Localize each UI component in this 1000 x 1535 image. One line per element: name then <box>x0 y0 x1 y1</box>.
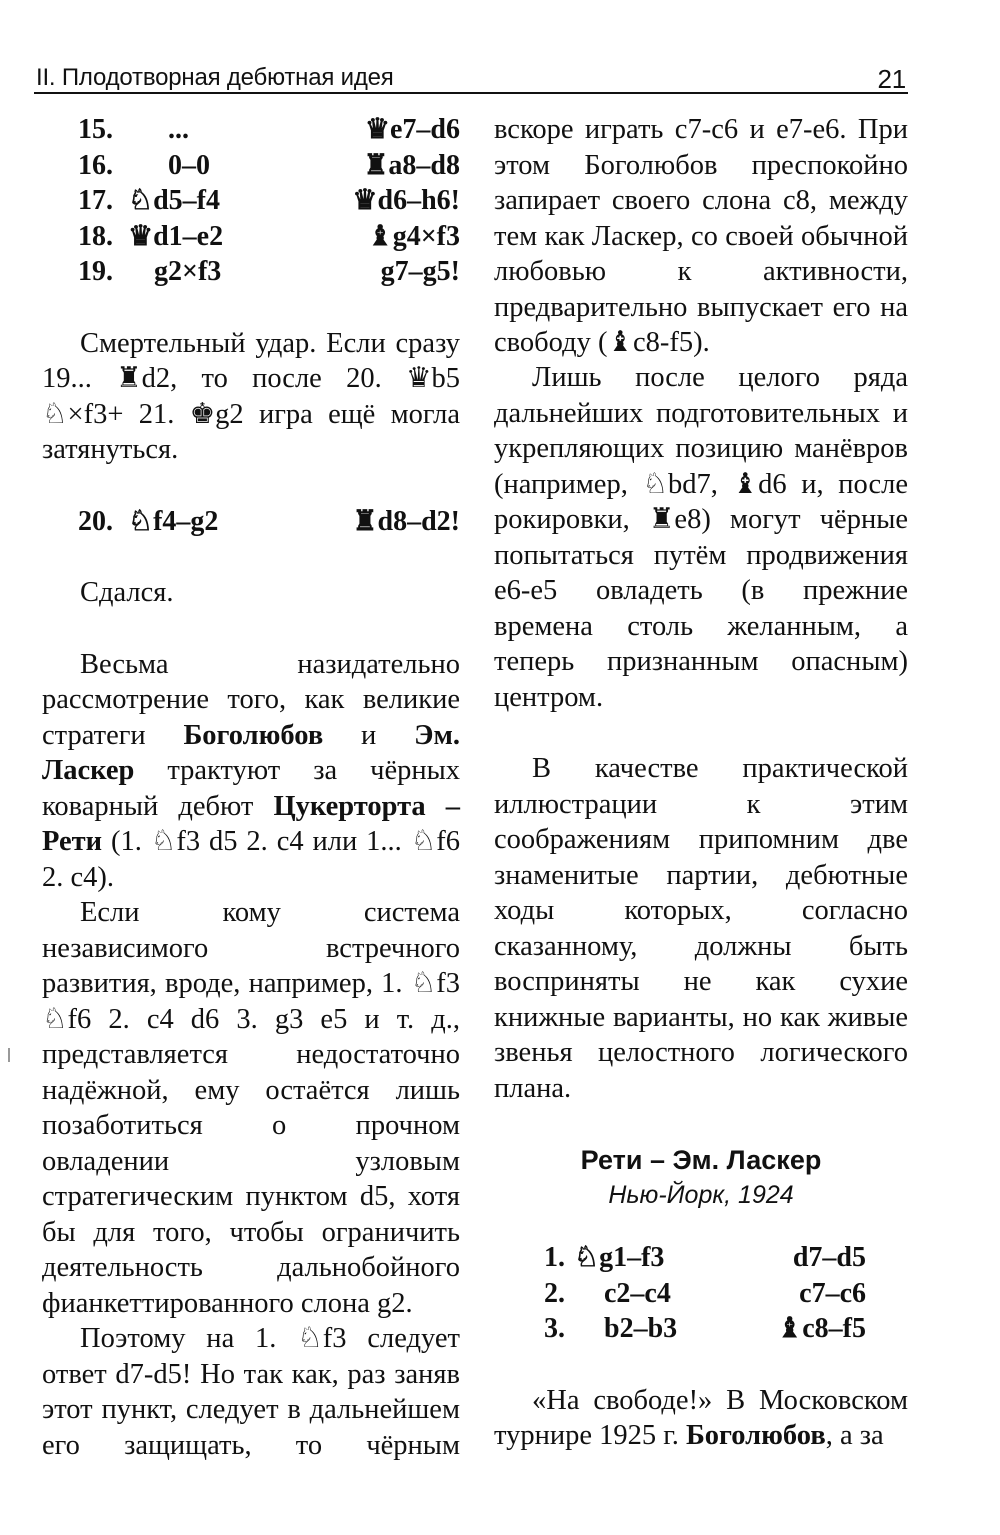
chapter-title: II. Плодотворная дебютная идея <box>36 64 394 91</box>
paragraph-illustration: В качестве практической иллюстрации к этим соображениям припомним две знаменитые партии, дебютные ходы которых, согласно сказанному, должны быть восприняты не как сухие книжные варианты, но как живые звенья целостного логического плана. <box>494 753 908 1104</box>
move-number: 15. <box>78 114 113 145</box>
black-move: ♝c8–f5 <box>777 1313 866 1344</box>
move-number: 20. <box>78 505 113 537</box>
paragraph-system: Если кому система независимого встречного развития, вроде, например, 1. ♘f3 ♘f6 2. c4 d6 3. g3 e5 и т. д., представляется недостаточно надёжной, ему остаётся лишь позаботиться о прочном овладении узловым стратегическим пунктом d5, хотя бы для того, чтобы ограничить деятельность дальнобойного фианкеттированного слона g2. <box>42 897 460 1319</box>
continued-text: вскоре играть c7-c6 и e7-e6. При этом Боголюбов преспокойно запирает своего слона c8, между тем как Ласкер, со своей обычной любовью к активности, предварительно выпускает его на свободу (♝c8-f5). <box>494 114 908 358</box>
text-run: , а за <box>825 1420 884 1451</box>
black-move: c7–c6 <box>799 1277 866 1309</box>
move-row <box>42 112 460 148</box>
text-run: (1. ♘f3 d5 2. c4 или 1... ♘f6 2. c4). <box>42 826 460 893</box>
move-number: 16. <box>78 149 113 181</box>
move-row <box>42 219 460 255</box>
right-column <box>494 112 908 1454</box>
white-move: b2–b3 <box>604 1313 678 1344</box>
text-run: трактуют за чёрных коварный дебют <box>42 755 460 822</box>
move-number: 1. <box>544 1242 565 1273</box>
bold-name: Эм. Ласкер <box>42 719 460 786</box>
white-move: ♛d1–e2 <box>128 220 224 252</box>
black-move: ♛e7–d6 <box>364 114 460 145</box>
black-move: g7–g5! <box>380 256 460 287</box>
move-row <box>42 254 460 290</box>
black-move: ♜d8–d2! <box>352 505 460 537</box>
white-move: g2×f3 <box>154 256 222 287</box>
game-header <box>494 1142 908 1212</box>
bold-name: Цукерторта – Рети <box>42 790 460 857</box>
white-move: ♘f4–g2 <box>128 505 219 537</box>
paragraph-after-move-19: Смертельный удар. Если сразу 19... ♜d2, то после 20. ♛b5 ♘×f3+ 21. ♚g2 игра ещё могла затянуться. <box>42 327 460 465</box>
black-move: ♝g4×f3 <box>367 220 460 252</box>
black-move: ♛d6–h6! <box>352 185 460 216</box>
white-move: ♘d5–f4 <box>128 185 220 216</box>
black-move: ♜a8–d8 <box>363 149 460 181</box>
move-number: 18. <box>78 220 113 252</box>
paragraph-strategy <box>42 647 460 896</box>
game-move-list <box>494 1240 908 1347</box>
white-move: ... <box>168 114 189 145</box>
move-row <box>42 148 460 184</box>
text-run: «На свободе!» В Московском турнире 1925 г. <box>494 1384 908 1451</box>
move-number: 17. <box>78 185 113 216</box>
white-move: 0–0 <box>168 149 210 181</box>
move-list-20 <box>42 504 460 540</box>
bold-name: Боголюбов <box>183 719 324 751</box>
move-number: 3. <box>544 1313 565 1344</box>
move-row <box>494 1276 908 1312</box>
paragraph-freedom <box>494 1383 908 1454</box>
paragraph-only-after: Лишь после целого ряда дальнейших подготовительных и укрепляющих позицию манёвров (например, ♘bd7, ♝d6 и, после рокировки, ♜e8) могут чёрные попытаться путём продвижения e6-e5 овладеть (в прежние времена столь желанным, а теперь признанным опасным) центром. <box>494 362 908 713</box>
running-header <box>34 58 908 94</box>
resigned-text: Сдался. <box>80 577 174 608</box>
move-row <box>494 1240 908 1276</box>
margin-mark <box>8 1048 10 1062</box>
white-move: c2–c4 <box>604 1277 671 1309</box>
move-number: 19. <box>78 256 113 287</box>
move-row <box>42 183 460 219</box>
bold-name: Боголюбов <box>685 1420 826 1451</box>
page-number: 21 <box>877 64 906 94</box>
move-list-top <box>42 112 460 290</box>
paragraph-therefore: Поэтому на 1. ♘f3 следует ответ d7-d5! Но так как, раз заняв этот пункт, следует в дальнейшем его защищать, то чёрным <box>42 1323 460 1461</box>
black-move: d7–d5 <box>792 1242 866 1273</box>
move-row <box>42 504 460 540</box>
white-move: ♘g1–f3 <box>574 1242 665 1273</box>
left-column <box>42 112 460 1463</box>
game-place: Нью-Йорк, 1924 <box>608 1181 794 1209</box>
move-number: 2. <box>544 1277 565 1309</box>
text-run: Весьма назидательно рассмотрение того, как великие стратеги <box>42 648 460 751</box>
move-row <box>494 1311 908 1347</box>
game-players: Рети – Эм. Ласкер <box>580 1145 822 1175</box>
text-run: и <box>323 719 415 751</box>
paragraph-therefore-continued <box>494 112 908 360</box>
